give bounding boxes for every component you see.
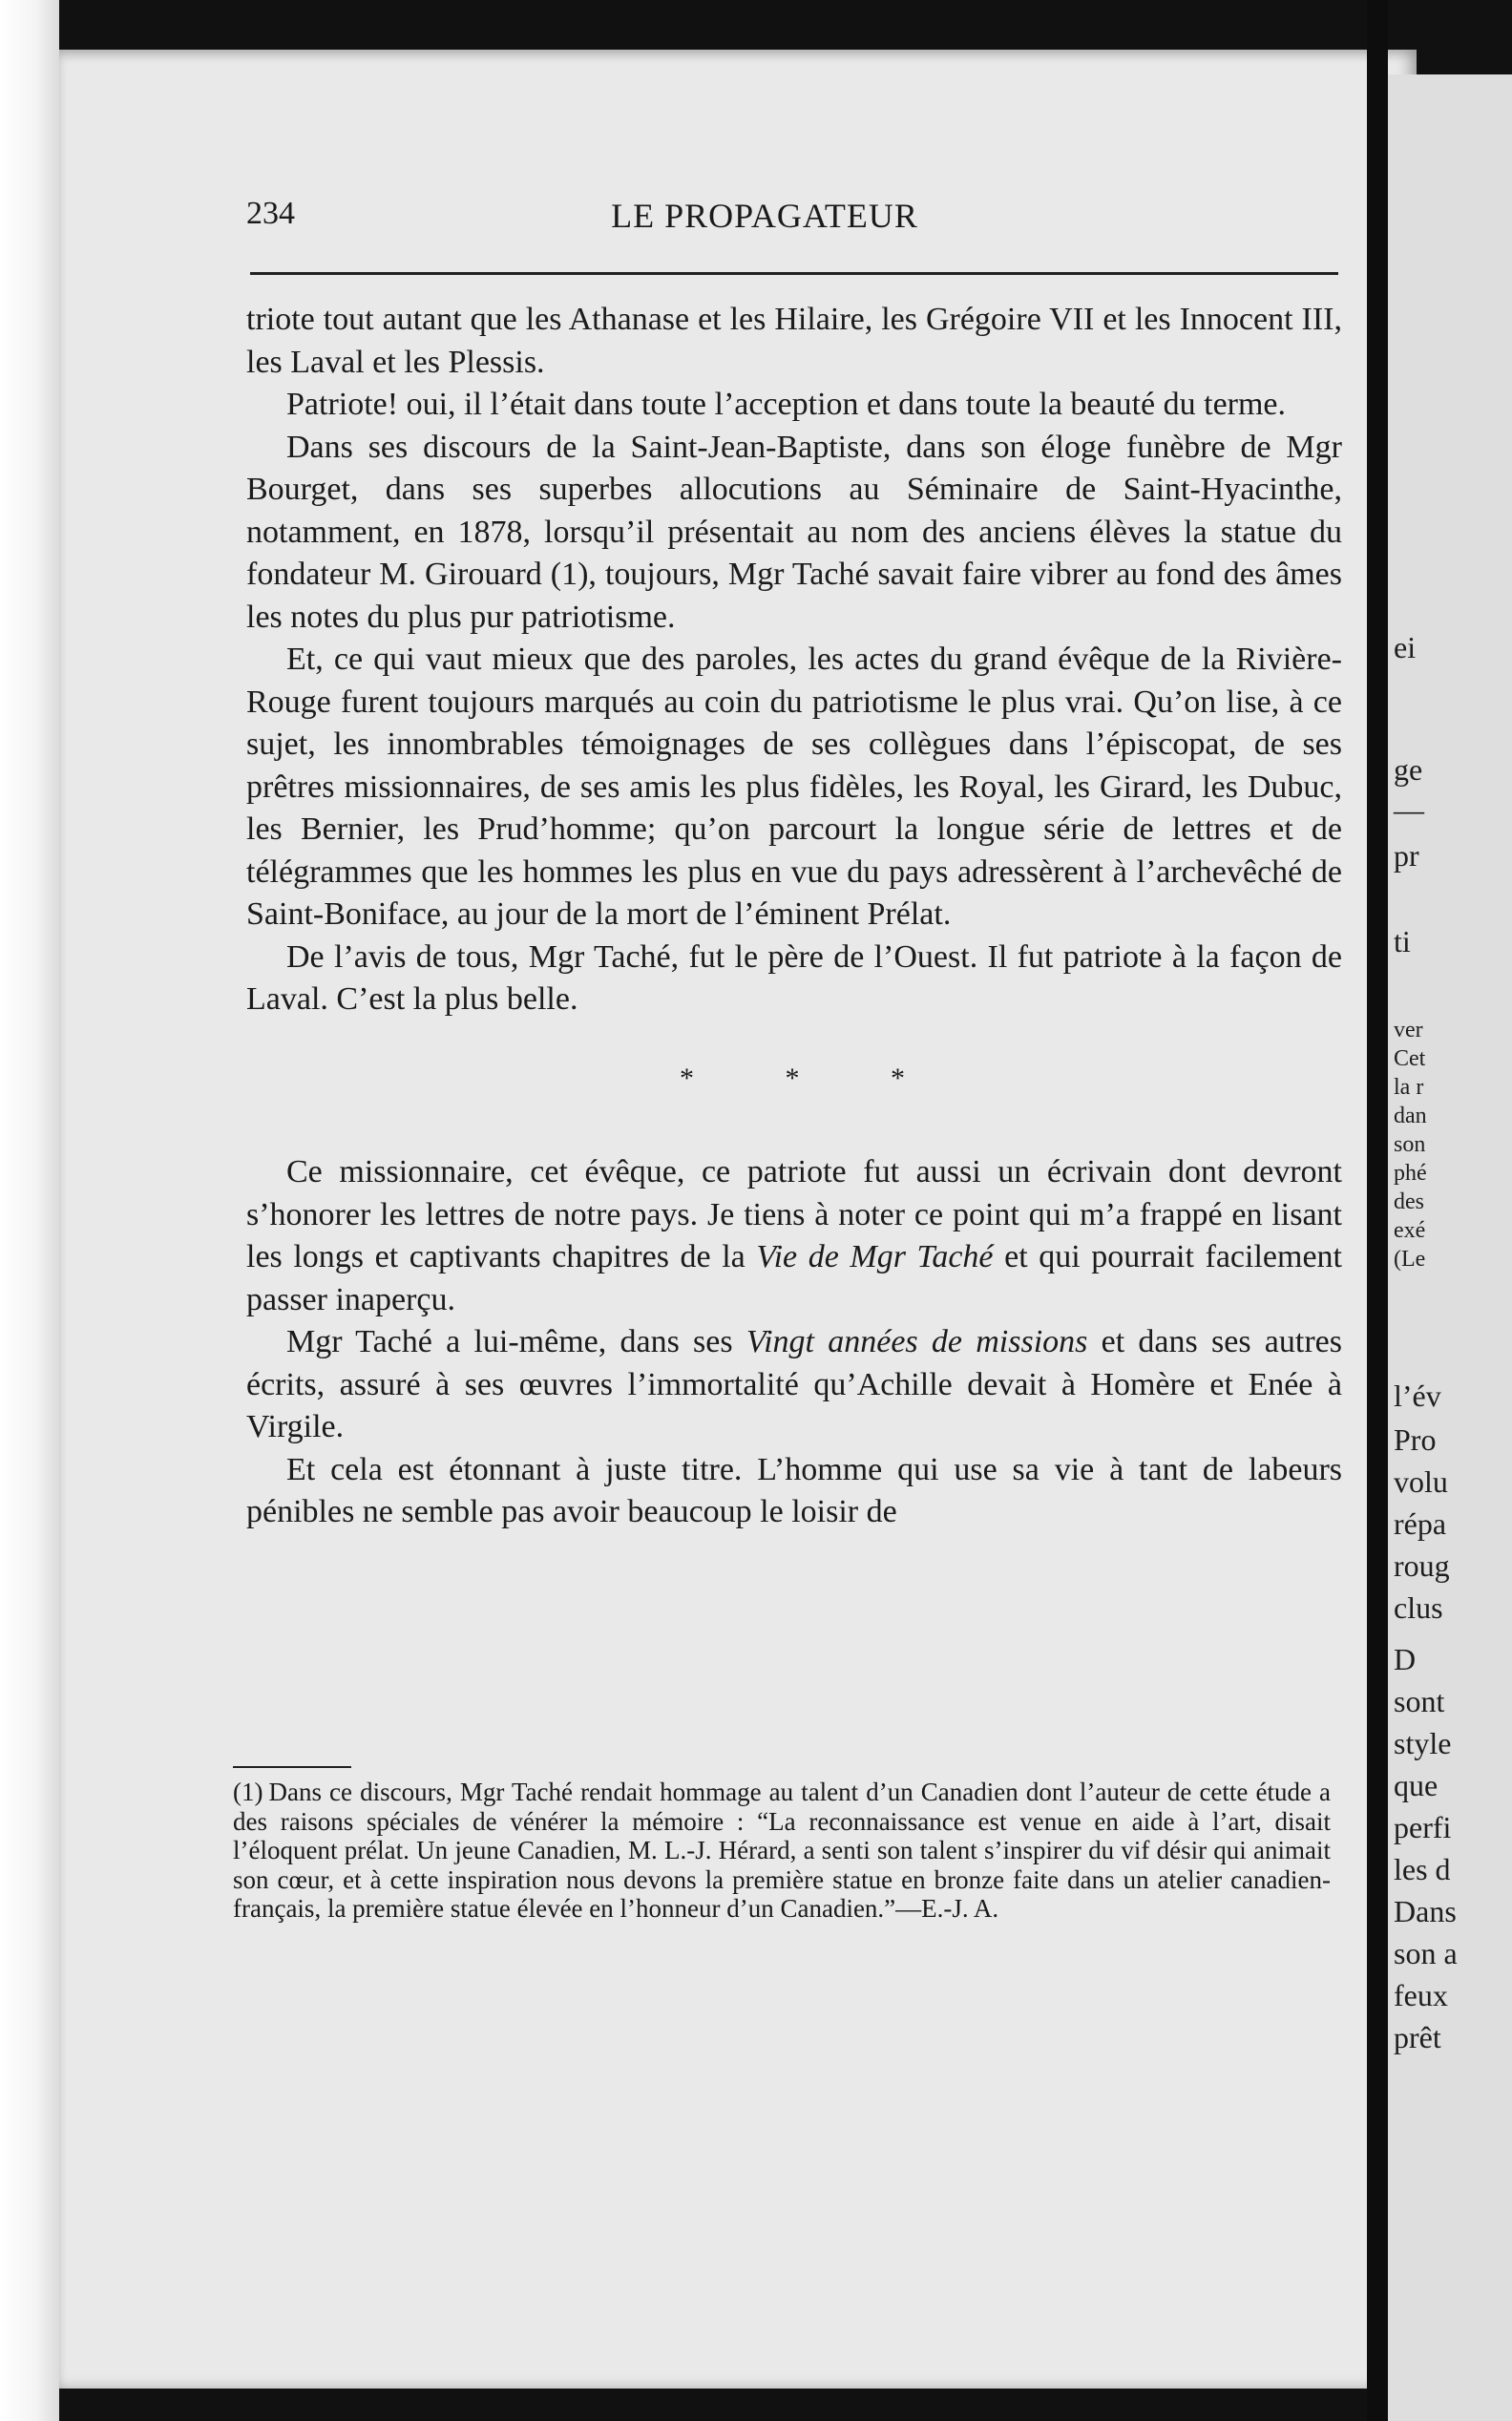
facing-fragment: son a [1394, 1936, 1458, 1970]
facing-fragment: la r [1394, 1075, 1424, 1100]
facing-fragment: pr [1394, 838, 1419, 873]
facing-fragment: sont [1394, 1684, 1445, 1718]
facing-fragment: clus [1394, 1590, 1443, 1625]
running-head [187, 196, 1342, 253]
section-break: * * * [680, 1062, 947, 1094]
facing-fragment: feux [1394, 1978, 1448, 2012]
facing-fragment: des [1394, 1189, 1424, 1214]
facing-fragment: l’év [1394, 1379, 1441, 1413]
paragraph-4: Et, ce qui vaut mieux que des paroles, les actes du grand évêque de la Rivière-Rouge furent toujours marqués au coin du patriotisme le plus vrai. Qu’on lise, à ce sujet, les innombrables témoignages de ses collègues dans l’épiscopat, de ses prêtres missionnaires, de ses amis les plus fidèles, les Royal, les Girard, les Dubuc, les Bernier, les Prud’homme; qu’on parcourt la longue série de lettres et de télégrammes que les hommes les plus en vue du pays adressèrent à l’archevêché de Saint-Boniface, au jour de la mort de l’éminent Prélat. [246, 642, 1342, 932]
facing-fragment: dan [1394, 1104, 1427, 1128]
facing-fragment: prêt [1394, 2020, 1441, 2054]
footnote-text: Dans ce discours, Mgr Taché rendait hommage au talent d’un Canadien dont l’auteur de cette étude a des raisons spéciales de vénérer la mémoire : “La reconnaissance est venue en aide à l’art, disait l’éloquent prélat. Un jeune Canadien, M. L.-J. Hérard, a senti son talent s’inspirer du vif désir qui animait son cœur, et à cette inspiration nous devons la première statue en bronze faite dans un atelier canadien-français, la première statue élevée en l’honneur d’un Canadien.”—E.-J. A. [233, 1778, 1331, 1923]
header-rule [250, 272, 1338, 275]
footnote-marker: (1) [233, 1778, 263, 1806]
book-gutter [1367, 0, 1388, 2421]
facing-page-edge [1388, 74, 1512, 2421]
work-title-italic: Vingt années de missions [746, 1324, 1088, 1359]
facing-fragment: ei [1394, 630, 1417, 664]
facing-fragment: Cet [1394, 1046, 1426, 1071]
facing-fragment: (Le [1394, 1247, 1426, 1272]
facing-fragment: — [1394, 792, 1424, 827]
paragraph-3: Dans ses discours de la Saint-Jean-Baptiste, dans son éloge funèbre de Mgr Bourget, dans ses superbes allocutions au Séminaire de Saint-Hyacinthe, notamment, en 1878, lorsqu’il présentait au nom des anciens élèves la statue du fondateur M. Girouard (1), toujours, Mgr Taché savait faire vibrer au fond des âmes les notes du plus pur patriotisme. [246, 429, 1342, 635]
facing-fragment: phé [1394, 1161, 1427, 1186]
body-text [246, 299, 1342, 1534]
paragraph-8: Et cela est étonnant à juste titre. L’homme qui use sa vie à tant de labeurs pénibles ne semble pas avoir beaucoup le loisir de [246, 1451, 1342, 1529]
footnote-rule [233, 1766, 351, 1768]
scan-margin [0, 0, 59, 2421]
footnote [233, 1778, 1331, 1924]
paragraph-1: triote tout autant que les Athanase et les Hilaire, les Grégoire VII et les Innocent III, les Laval et les Plessis. [246, 302, 1342, 380]
facing-fragment: Pro [1394, 1422, 1437, 1457]
facing-fragment: roug [1394, 1548, 1450, 1583]
facing-fragment: perfi [1394, 1810, 1452, 1844]
facing-fragment: D [1394, 1642, 1417, 1676]
facing-fragment: ge [1394, 752, 1423, 787]
facing-fragment: ti [1394, 924, 1411, 958]
page-number: 234 [246, 196, 295, 231]
paragraph-7 [246, 1321, 1342, 1449]
facing-fragment: son [1394, 1132, 1426, 1157]
facing-fragment: style [1394, 1726, 1452, 1760]
facing-fragment: répa [1394, 1506, 1447, 1541]
paragraph-6-text: Ce missionnaire, cet évêque, ce patriote fut aussi un écrivain dont devront s’honorer les lettres de notre pays. Je tiens à noter ce point qui m’a frappé en lisant les longs et captivants chapitres de la [246, 1154, 1342, 1274]
book-title-italic: Vie de Mgr Taché [756, 1239, 994, 1274]
paragraph-7-tail: et dans ses autres écrits, assuré à ses œuvres l’immortalité qu’Achille devait à Homère et Enée à Virgile. [246, 1324, 1342, 1444]
facing-fragment: Dans [1394, 1894, 1457, 1928]
paragraph-6-tail: et qui pourrait facilement passer inaperçu. [246, 1239, 1342, 1317]
facing-fragment: les d [1394, 1852, 1451, 1886]
paragraph-5: De l’avis de tous, Mgr Taché, fut le père de l’Ouest. Il fut patriote à la façon de Laval. C’est la plus belle. [246, 938, 1342, 1017]
facing-fragment: exé [1394, 1218, 1426, 1243]
running-title: LE PROPAGATEUR [611, 197, 918, 235]
facing-fragment: que [1394, 1768, 1438, 1802]
paragraph-2: Patriote! oui, il l’était dans toute l’acception et dans toute la beauté du terme. [286, 387, 1287, 422]
facing-fragment: volu [1394, 1464, 1448, 1499]
paragraph-7-text: Mgr Taché a lui-même, dans ses [286, 1324, 746, 1359]
facing-fragment: ver [1394, 1018, 1423, 1042]
paragraph-6 [246, 1151, 1342, 1321]
